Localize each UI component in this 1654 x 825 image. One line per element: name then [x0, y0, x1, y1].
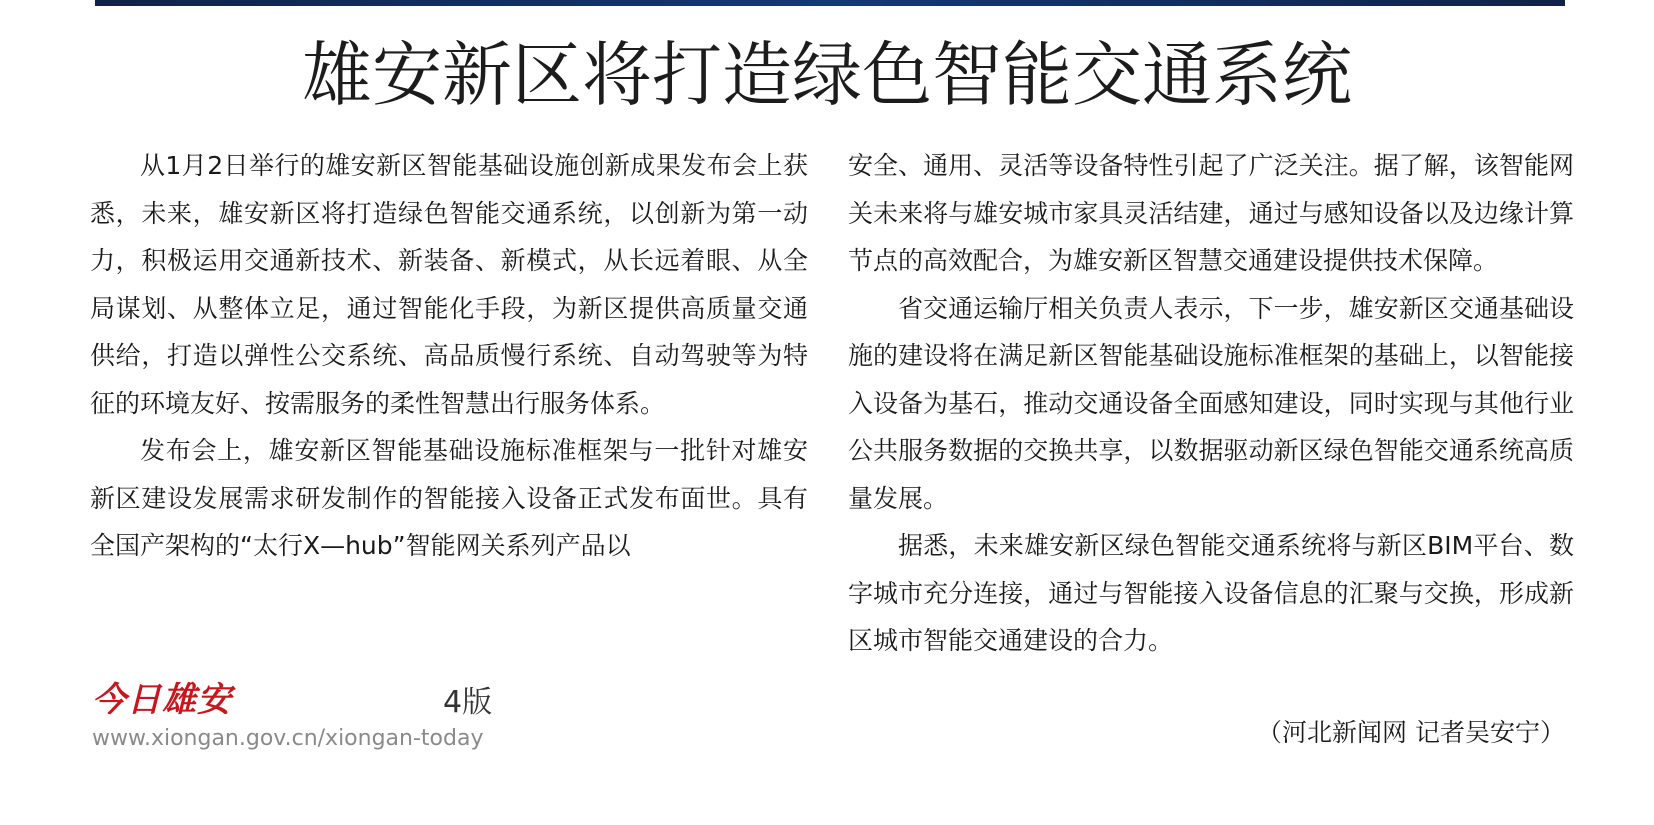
paragraph-4: 据悉，未来雄安新区绿色智能交通系统将与新区BIM平台、数字城市充分连接，通过与智能接入设备信息的汇聚与交换，形成新区城市智能交通建设的合力。	[848, 531, 1574, 655]
paragraph-2-continued: 安全、通用、灵活等设备特性引起了广泛关注。据了解，该智能网关未来将与雄安城市家具灵活结建，通过与感知设备以及边缘计算节点的高效配合，为雄安新区智慧交通建设提供技术保障。	[848, 151, 1574, 275]
paragraph-3: 省交通运输厅相关负责人表示，下一步，雄安新区交通基础设施的建设将在满足新区智能基础设施标准框架的基础上，以智能接入设备为基石，推动交通设备全面感知建设，同时实现与其他行业公共服务数据的交换共享，以数据驱动新区绿色智能交通系统高质量发展。	[848, 293, 1574, 513]
right-column	[848, 142, 1574, 665]
page-number: 4版	[443, 685, 493, 720]
article-title: 雄安新区将打造绿色智能交通系统	[302, 34, 1352, 116]
paragraph-2: 发布会上，雄安新区智能基础设施标准框架与一批针对雄安新区建设发展需求研发制作的智能接入设备正式发布面世。具有全国产架构的“太行X—hub”智能网关系列产品以	[90, 436, 808, 560]
paragraph-1: 从1月2日举行的雄安新区智能基础设施创新成果发布会上获悉，未来，雄安新区将打造绿色智能交通系统，以创新为第一动力，积极运用交通新技术、新装备、新模式，从长远着眼、从全局谋划、从整体立足，通过智能化手段，为新区提供高质量交通供给，打造以弹性公交系统、高品质慢行系统、自动驾驶等为特征的环境友好、按需服务的柔性智慧出行服务体系。	[90, 151, 808, 418]
left-column	[90, 142, 808, 570]
top-rule	[95, 0, 1565, 6]
byline: （河北新闻网 记者吴安宁）	[1257, 718, 1565, 747]
masthead-logo: 今日雄安	[92, 680, 232, 720]
site-url[interactable]: www.xiongan.gov.cn/xiongan-today	[92, 726, 484, 751]
